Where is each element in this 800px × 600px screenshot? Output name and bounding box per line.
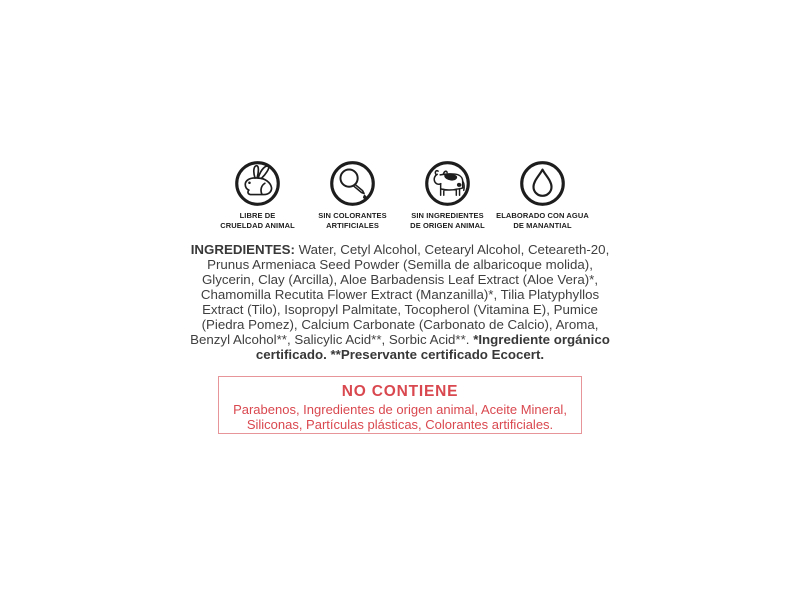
ingredients-footnote: *Ingrediente orgánico certificado. **Preservante certificado Ecocert.: [255, 332, 610, 362]
ingredients-body: Water, Cetyl Alcohol, Cetearyl Alcohol, Ceteareth-20, Prunus Armeniaca Seed Powder (Semilla de albaricoque molida), Glycerin, Clay (Arcilla), Aloe Barbadensis Leaf Extract (Aloe Vera)*, Chamomilla Recutita Flower Extract (Manzanilla)*, Tilia Platyphyllos Extract (Tilo), Isopropyl Palmitate, Tocopherol (Vitamina E), Pumice (Piedra Pomez), Calcium Carbonate (Carbonato de Calcio), Aroma, Benzyl Alcohol**, Salicylic Acid**, Sorbic Acid**.: [190, 242, 610, 347]
water-drop-icon: [519, 160, 566, 207]
badge-label-no-artificial-colorants: SIN COLORANTES ARTIFICIALES: [318, 211, 387, 230]
ingredients-heading: INGREDIENTES:: [190, 242, 295, 257]
no-contiene-box: [218, 376, 582, 434]
cow-icon: [424, 160, 471, 207]
no-contiene-title: NO CONTIENE: [341, 383, 459, 400]
badge-no-animal-ingredients: [400, 160, 495, 231]
badge-no-artificial-colorants: [305, 160, 400, 231]
certification-badges: [0, 160, 800, 231]
badge-label-no-animal-ingredients: SIN INGREDIENTES DE ORIGEN ANIMAL: [410, 211, 485, 230]
no-contiene-body: Parabenos, Ingredientes de origen animal, Aceite Mineral, Siliconas, Partículas plásticas, Colorantes artificiales.: [233, 402, 567, 432]
badge-cruelty-free: [210, 160, 305, 231]
dropper-icon: [329, 160, 376, 207]
ingredients-paragraph: [189, 242, 611, 362]
badge-label-spring-water: ELABORADO CON AGUA DE MANANTIAL: [496, 211, 589, 230]
badge-label-cruelty-free: LIBRE DE CRUELDAD ANIMAL: [220, 211, 295, 230]
badge-spring-water: [495, 160, 590, 231]
rabbit-icon: [234, 160, 281, 207]
